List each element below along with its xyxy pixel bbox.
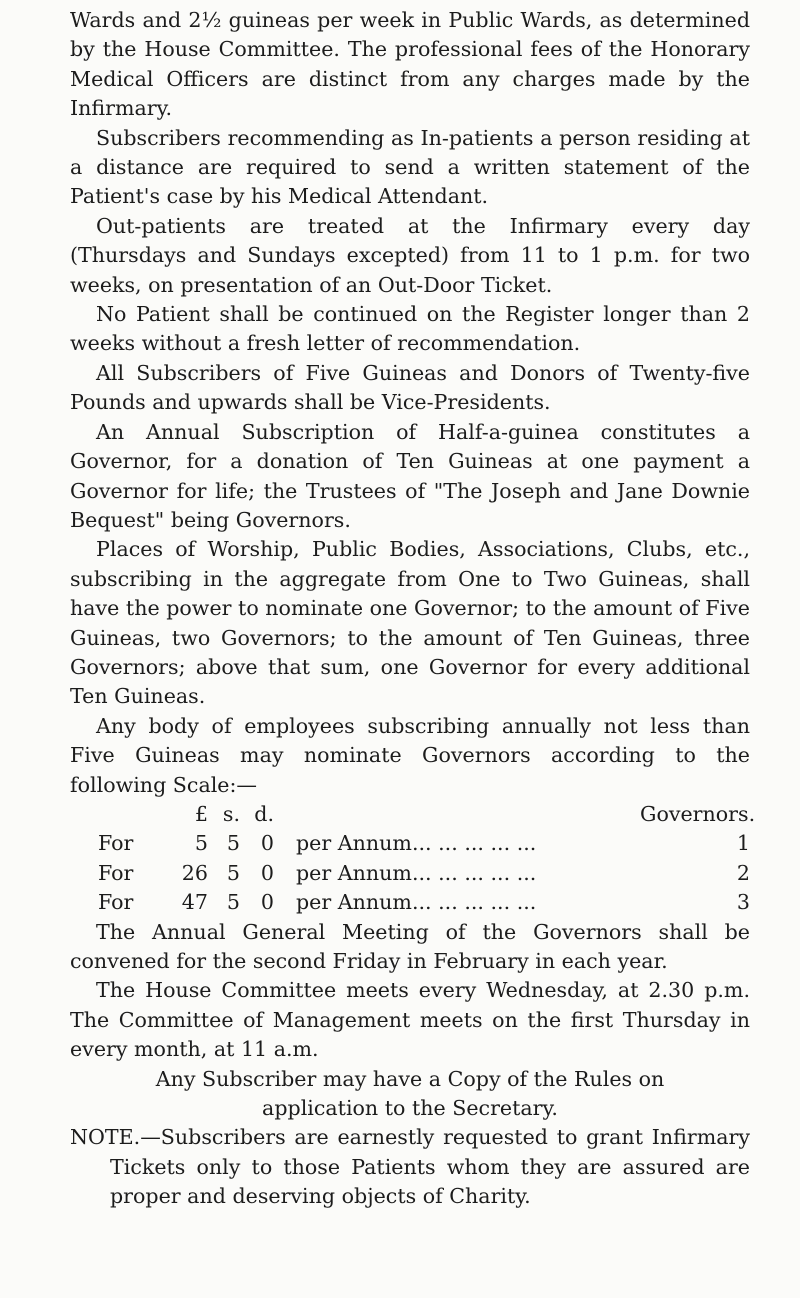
paragraph-fees: Wards and 2½ guineas per week in Public Wards, as determined by the House Committee. The professional fees of the Honorary Medical Officers are distinct from any charges made by the Infirmary. <box>70 8 750 121</box>
scale-row <box>70 859 750 888</box>
row-shillings: 5 <box>226 890 240 915</box>
governors-header: Governors. <box>640 801 756 826</box>
paragraph-note: NOTE.—Subscribers are earnestly requested to grant Infirmary Tickets only to those Patients whom they are assured are proper and deserving objects of Charity. <box>70 1125 750 1209</box>
paragraph-places-of-worship: Places of Worship, Public Bodies, Associations, Clubs, etc., subscribing in the aggregate from One to Two Guineas, shall have the power to nominate one Governor; to the amount of Five Guineas, two Governors; to the amount of Ten Guineas, three Governors; above that sum, one Governor for every additional Ten Guineas. <box>70 537 750 709</box>
paragraph-vice-presidents: All Subscribers of Five Guineas and Donors of Twenty-five Pounds and upwards shall be Vice-Presidents. <box>70 360 750 415</box>
pounds-header: £ <box>194 801 208 826</box>
paragraph-annual-meeting: The Annual General Meeting of the Governors shall be convened for the second Friday in February in each year. <box>70 919 750 973</box>
row-pounds: 47 <box>181 890 208 915</box>
scale-header-row <box>70 800 756 829</box>
row-label: For <box>98 890 134 915</box>
paragraph-distance-patients: Subscribers recommending as In-patients a person residing at a distance are required to send a written statement of the Patient's case by his Medical Attendant. <box>70 125 750 209</box>
document-body <box>70 6 756 1212</box>
pence-header: d. <box>254 801 274 826</box>
paragraph-governors: An Annual Subscription of Half-a-guinea constitutes a Governor, for a donation of Ten Guineas at one payment a Governor for life; the Trustees of "The Joseph and Jane Downie Bequest" being Governors. <box>70 419 750 532</box>
row-shillings: 5 <box>226 860 240 885</box>
row-shillings: 5 <box>226 831 240 856</box>
row-pence: 0 <box>260 860 274 885</box>
shillings-header: s. <box>222 801 240 826</box>
row-governors: 1 <box>736 831 750 856</box>
governor-scale-table <box>70 800 756 918</box>
row-period: per Annum... ... ... ... ... <box>296 831 537 856</box>
paragraph-register: No Patient shall be continued on the Register longer than 2 weeks without a fresh letter of recommendation. <box>70 302 750 356</box>
paragraph-employees: Any body of employees subscribing annually not less than Five Guineas may nominate Governors according to the following Scale:— <box>70 713 750 797</box>
row-label: For <box>98 860 134 885</box>
scale-row <box>70 829 750 858</box>
row-period: per Annum... ... ... ... ... <box>296 890 537 915</box>
row-label: For <box>98 831 134 856</box>
row-period: per Annum... ... ... ... ... <box>296 860 537 885</box>
paragraph-copy-of-rules: Any Subscriber may have a Copy of the Rules on application to the Secretary. <box>155 1066 665 1120</box>
row-pence: 0 <box>260 831 274 856</box>
scale-row <box>70 888 750 917</box>
paragraph-committee-meetings: The House Committee meets every Wednesday, at 2.30 p.m. The Committee of Management meets on the first Thursday in every month, at 11 a.m. <box>70 978 750 1062</box>
row-governors: 3 <box>736 890 750 915</box>
row-pence: 0 <box>260 890 274 915</box>
row-pounds: 5 <box>194 831 208 856</box>
paragraph-out-patients: Out-patients are treated at the Infirmary every day (Thursdays and Sundays excepted) from 11 to 1 p.m. for two weeks, on presentation of an Out-Door Ticket. <box>70 213 750 297</box>
row-governors: 2 <box>736 860 750 885</box>
row-pounds: 26 <box>181 860 208 885</box>
